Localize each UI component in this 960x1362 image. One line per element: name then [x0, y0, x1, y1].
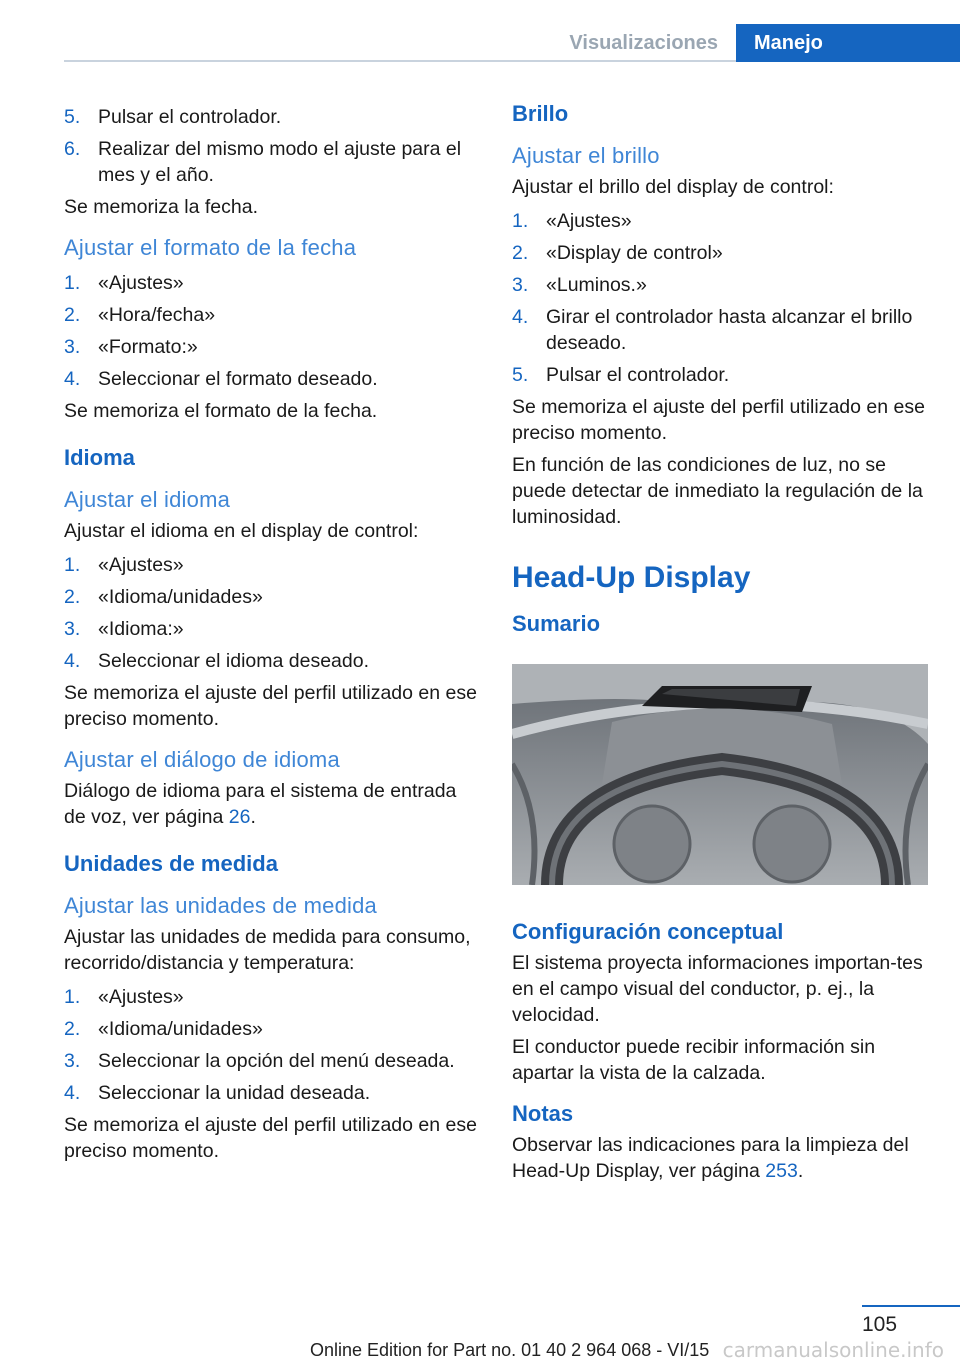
- list-item: 4. Seleccionar el formato deseado.: [64, 368, 378, 390]
- list-item: 3. «Formato:»: [64, 336, 198, 358]
- list-item: 5. Pulsar el controlador.: [64, 106, 282, 128]
- idioma-saved-text: Se memoriza el ajuste del perfil utilizado en ese preciso momento.: [64, 682, 477, 730]
- list-item: 4. Girar el controlador hasta alcanzar el brillo deseado.: [512, 306, 913, 354]
- list-item: 1. «Ajustes»: [64, 272, 184, 294]
- chapter-tab-manejo[interactable]: Manejo: [736, 24, 960, 62]
- unidades-steps: [64, 984, 480, 1106]
- watermark: carmanualsonline.info: [722, 1338, 944, 1362]
- dialogo-heading: Ajustar el diálogo de idioma: [64, 747, 340, 772]
- page-link-253[interactable]: 253: [765, 1160, 798, 1182]
- list-item: 4. Seleccionar la unidad deseada.: [64, 1082, 371, 1104]
- config-text-1: El sistema proyecta informaciones importan‐tes en el campo visual del conductor, p. ej., la velocidad.: [512, 952, 923, 1026]
- ajustar-idioma-intro: Ajustar el idioma en el display de control:: [64, 520, 419, 542]
- brillo-note-text: En función de las condiciones de luz, no se puede detectar de inmediato la regulación de la luminosidad.: [512, 454, 923, 528]
- dialogo-text: Diálogo de idioma para el sistema de entrada de voz, ver página 26.: [64, 780, 457, 828]
- ajustar-brillo-intro: Ajustar el brillo del display de control:: [512, 176, 834, 198]
- list-item: 2. «Display de control»: [512, 242, 723, 264]
- page-number: 105: [862, 1313, 898, 1336]
- section-tab-visualizaciones[interactable]: Visualizaciones: [569, 32, 718, 54]
- notas-text: Observar las indicaciones para la limpieza del Head-Up Display, ver página 253.: [512, 1134, 909, 1182]
- date-format-heading: Ajustar el formato de la fecha: [64, 235, 357, 260]
- idioma-steps: [64, 552, 480, 674]
- footer-rule: [862, 1305, 960, 1307]
- brillo-heading: Brillo: [512, 101, 569, 126]
- notas-heading: Notas: [512, 1101, 574, 1126]
- list-item: 1. «Ajustes»: [512, 210, 632, 232]
- list-item: 4. Seleccionar el idioma deseado.: [64, 650, 370, 672]
- date-steps-continued: [64, 104, 480, 188]
- list-item: 3. «Idioma:»: [64, 618, 184, 640]
- date-saved-text: Se memoriza la fecha.: [64, 196, 259, 218]
- idioma-heading: Idioma: [64, 445, 135, 470]
- ajustar-idioma-heading: Ajustar el idioma: [64, 487, 231, 512]
- hud-dashboard-illustration: [512, 664, 928, 885]
- list-item: 5. Pulsar el controlador.: [512, 364, 730, 386]
- sumario-heading: Sumario: [512, 611, 601, 636]
- right-column: [512, 100, 930, 1190]
- online-edition-text: Online Edition for Part no. 01 40 2 964 068 - VI/15: [310, 1340, 710, 1360]
- list-item: 1. «Ajustes»: [64, 986, 184, 1008]
- list-item: 1. «Ajustes»: [64, 554, 184, 576]
- date-format-saved-text: Se memoriza el formato de la fecha.: [64, 400, 378, 422]
- list-item: 2. «Hora/fecha»: [64, 304, 216, 326]
- page-link-26[interactable]: 26: [228, 806, 251, 828]
- date-format-steps: [64, 270, 480, 392]
- ajustar-unidades-heading: Ajustar las unidades de medida: [64, 893, 377, 918]
- list-item: 2. «Idioma/unidades»: [64, 586, 263, 608]
- list-item: 6. Realizar del mismo modo el ajuste para el mes y el año.: [64, 138, 462, 186]
- unidades-saved-text: Se memoriza el ajuste del perfil utilizado en ese preciso momento.: [64, 1114, 477, 1162]
- ajustar-brillo-heading: Ajustar el brillo: [512, 143, 660, 168]
- unidades-heading: Unidades de medida: [64, 851, 278, 876]
- brillo-steps: [512, 208, 930, 388]
- ajustar-unidades-intro: Ajustar las unidades de medida para consumo, recorrido/distancia y temperatura:: [64, 926, 471, 974]
- brillo-saved-text: Se memoriza el ajuste del perfil utilizado en ese preciso momento.: [512, 396, 925, 444]
- config-text-2: El conductor puede recibir información sin apartar la vista de la calzada.: [512, 1036, 876, 1084]
- config-heading: Configuración conceptual: [512, 919, 784, 944]
- left-column: [64, 100, 480, 1170]
- list-item: 2. «Idioma/unidades»: [64, 1018, 263, 1040]
- hud-heading: Head-Up Display: [512, 561, 751, 594]
- list-item: 3. Seleccionar la opción del menú deseada.: [64, 1050, 455, 1072]
- list-item: 3. «Luminos.»: [512, 274, 647, 296]
- page-header: [64, 24, 960, 62]
